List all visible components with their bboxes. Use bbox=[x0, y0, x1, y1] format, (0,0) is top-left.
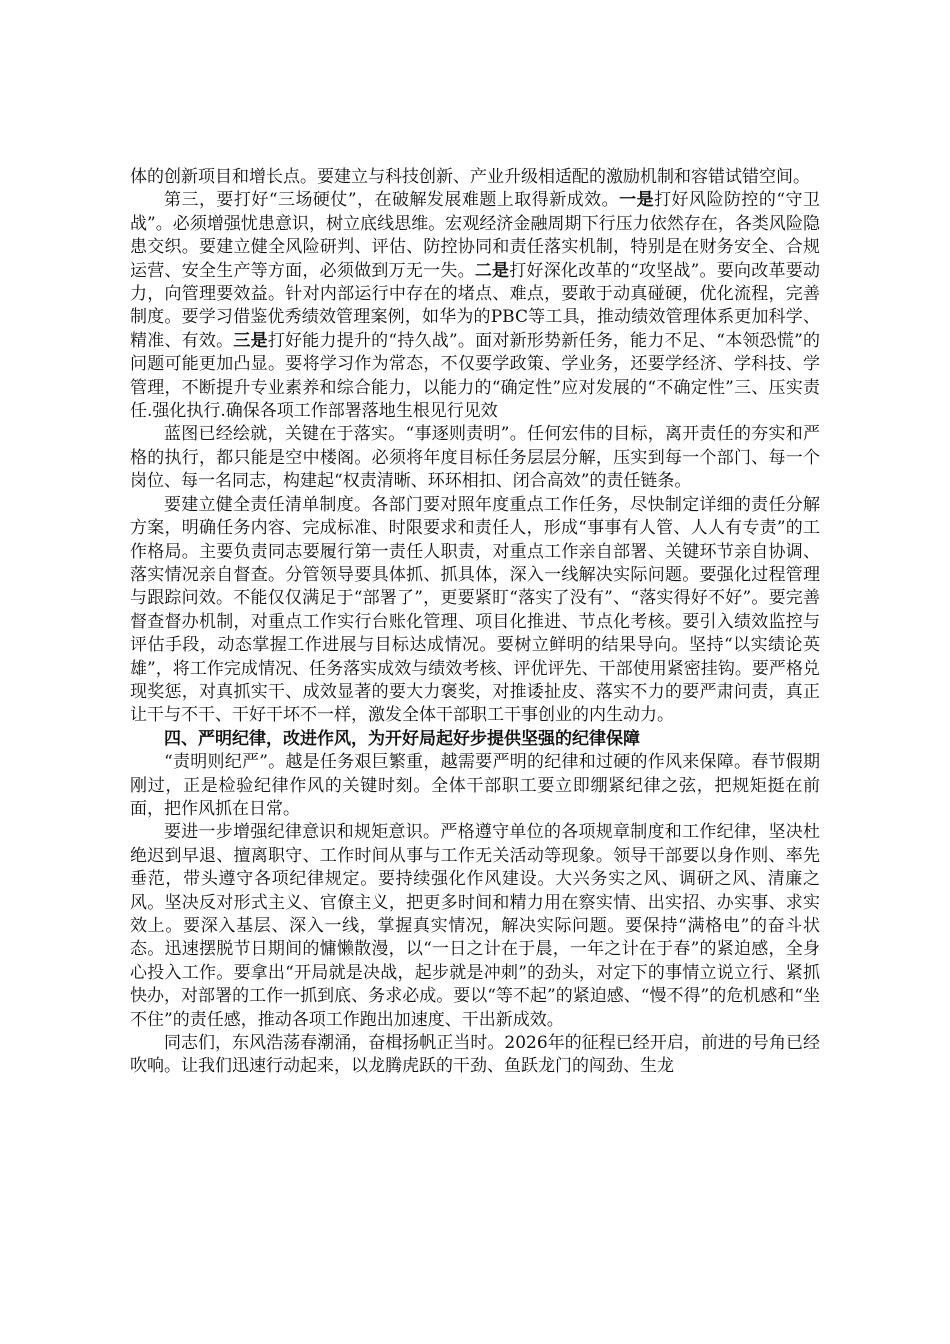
paragraph-text: 打好风险防控的“守卫战”。必须增强忧患意识，树立底线思维。宏观经济金融周期下行压力依然存在，各类风险隐患交织。要建立健全风险研判、评估、防控协同和责任落实机制，特别是在财务安全、合规运营、安全生产等方面，必须做到万无一失。 bbox=[130, 190, 820, 281]
paragraph-text: 第三，要打好“三场硬仗”，在破解发展难题上取得新成效。 bbox=[164, 190, 620, 211]
paragraph-continuation: 体的创新项目和增长点。要建立与科技创新、产业升级相适配的激励机制和容错试错空间。 bbox=[130, 167, 810, 187]
paragraph-rules: 要进一步增强纪律意识和规矩意识。严格遵守单位的各项规章制度和工作纪律，坚决杜绝迟到早退、擅离职守、工作时间从事与工作无关活动等现象。领导干部要以身作则、率先垂范，带头遵守各项纪律规定。要持续强化作风建设。大兴务实之风、调研之风、清廉之风。坚决反对形式主义、官僚主义，把更多时间和精力用在察实情、出实招、办实事、求实效上。要深入基层、深入一线，掌握真实情况，解决实际问题。要保持“满格电”的奋斗状态。迅速摆脱节日期间的慵懒散漫，以“一日之计在于晨，一年之计在于春”的紧迫感，全身心投入工作。要拿出“开局就是决战，起步就是冲刺”的劲头，对定下的事情立说立行、紧抓快办，对部署的工作一抓到底、务求必成。要以“等不起”的紧迫感、“慢不得”的危机感和“坐不住”的责任感，推动各项工作跑出加速度、干出新成效。 bbox=[130, 822, 820, 1030]
paragraph-text: 打好能力提升的“持久战”。面对新形势新任务，能力不足、“本领恐慌”的问题可能更加凸显。要将学习作为常态，不仅要学政策、学业务，还要学经济、学科技、学管理，不断提升专业素养和综合能力，以能力的“确定性”应对发展的“不确定性”三、压实责任.强化执行.确保各项工作部署落地生根见行见效 bbox=[130, 330, 821, 422]
bold-marker-third: 三是 bbox=[233, 330, 268, 351]
paragraph-responsibility: 要建立健全责任清单制度。各部门要对照年度重点工作任务，尽快制定详细的责任分解方案，明确任务内容、完成标准、时限要求和责任人，形成“事事有人管、人人有专责”的工作格局。主要负责同志要履行第一责任人职责，对重点工作亲自部署、关键环节亲自协调、落实情况亲自督查。分管领导要具体抓、抓具体，深入一线解决实际问题。要强化过程管理与跟踪问效。不能仅仅满足于“部署了”，更要紧盯“落实了没有”、“落实得好不好”。要完善督查督办机制，对重点工作实行台账化管理、项目化推进、节点化考核。要引入绩效监控与评估手段，动态掌握工作进展与目标达成情况。要树立鲜明的结果导向。坚持“以实绩论英雄”，将工作完成情况、任务落实成效与绩效考核、评优评先、干部使用紧密挂钩。要严格兑现奖惩，对真抓实干、成效显著的要大力褒奖，对推诿扯皮、落实不力的要严肃问责，真正让干与不干、干好干坏不一样，激发全体干部职工干事创业的内生动力。 bbox=[130, 494, 820, 726]
paragraph-blueprint: 蓝图已经绘就，关键在于落实。“事逐则责明”。任何宏伟的目标，离开责任的夯实和严格的执行，都只能是空中楼阁。必须将年度目标任务层层分解，压实到每一个部门、每一个岗位、每一名同志，构建起“权责清晰、环环相扣、闭合高效”的责任链条。 bbox=[130, 424, 820, 492]
bold-marker-first: 一是 bbox=[619, 190, 655, 211]
paragraph-discipline: “责明则纪严”。越是任务艰巨繁重，越需要严明的纪律和过硬的作风来保障。春节假期刚过，正是检验纪律作风的关键时刻。全体干部职工要立即绷紧纪律之弦，把规矩挺在前面，把作风抓在日常。 bbox=[130, 752, 820, 819]
document-page bbox=[130, 166, 820, 1079]
paragraph-closing: 同志们，东风浩荡春潮涌，奋楫扬帆正当时。2026年的征程已经开启，前进的号角已经吹响。让我们迅速行动起来，以龙腾虎跃的干劲、鱼跃龙门的闯劲、生龙 bbox=[130, 1033, 820, 1077]
paragraph-three-battles bbox=[130, 189, 820, 423]
section-heading: 四、严明纪律，改进作风，为开好局起好步提供坚强的纪律保障 bbox=[164, 728, 640, 749]
bold-marker-second: 二是 bbox=[474, 260, 510, 281]
paragraph-text: 打好深化改革的“攻坚战”。要向改革要动力，向管理要效益。针对内部运行中存在的堵点、难点，要敢于动真碰硬，优化流程，完善制度。要学习借鉴优秀绩效管理案例，如华为的PBC等工具，推动绩效管理体系更加科学、精准、有效。 bbox=[130, 260, 821, 351]
